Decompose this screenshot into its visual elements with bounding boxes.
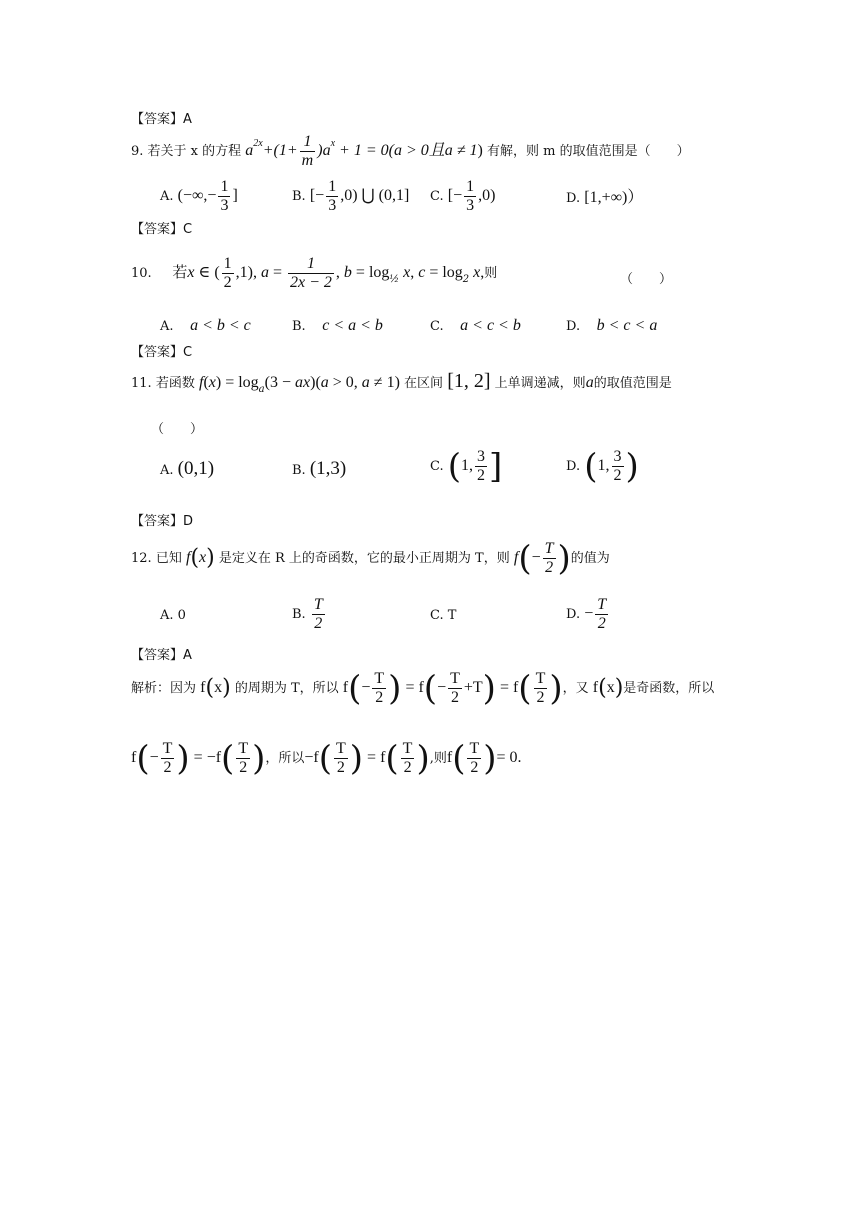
q9-option-a: A. (−∞,− $\frac{1}{3}$ ] [160, 178, 238, 214]
question-12: 12. 已知 f(x) 是定义在 R 上的奇函数，它的最小正周期为 T，则 f(− $\frac{T}{2}$ )的值为 [131, 538, 610, 579]
q10-number: 10. [131, 266, 152, 281]
q9-option-b: B. [− $\frac{1}{3}$ ,0) ⋃ (0,1] [292, 178, 410, 214]
answer-8: 【答案】A [131, 112, 192, 127]
q12-number: 12. [131, 551, 152, 566]
q12-option-d: D. − $\frac{T}{2}$ [566, 596, 607, 632]
question-10: 10. 若x ∈ ( $\frac{1}{2}$ ,1), a = $\frac{1}{2x - 2}$ , $b = \log_{\frac{1}{2}} x$, $c = \log_2 x$,则 [131, 255, 498, 291]
q11-option-c: C. (1, $\frac{3}{2}$ ] [430, 446, 503, 487]
q10-bracket: （ ） [620, 272, 673, 287]
q9-option-d: D. [1,+∞)） [566, 189, 644, 206]
q9-condition: a > 0且a ≠ 1 [393, 142, 478, 160]
solution-line-2: f(− $\frac{T}{2}$ ) = −f( $\frac{T}{2}$ )，所以−f( $\frac{T}{2}$ ) = f( $\frac{T}{2}$ ),则f( $\frac{T}{2}$ )= 0. [131, 738, 522, 779]
q9-equation: $a^{2x}+(1+$ $\frac{1}{m}$ )$a^x + 1 = 0$( [245, 133, 394, 169]
q11-bracket: （ ） [151, 422, 204, 437]
question-11: 11. 若函数 $f(x) = \log_a(3 - ax)(a > 0$, a ≠ 1) 在区间 [1, 2] 上单调递减，则a的取值范围是 [131, 370, 672, 395]
question-9: 9. 若关于 x 的方程 $a^{2x}+(1+$ $\frac{1}{m}$ )$a^x + 1 = 0(a > 0$且a ≠ 1) 有解，则 m 的取值范围是（ ） [131, 133, 690, 169]
q11-option-b: B. (1,3) [292, 458, 347, 479]
q12-option-a: A. 0 [160, 608, 186, 623]
q9-number: 9. [131, 144, 144, 160]
q12-option-c: C. T [430, 608, 457, 623]
q12-option-b: B. $\frac{T}{2}$ [292, 596, 323, 632]
solution-line-1: 解析：因为 f(x) 的周期为 T，所以 f(− $\frac{T}{2}$ ) = f(− $\frac{T}{2}$ +T) = f( $\frac{T}{2}$ )，又 f(x)是奇函数，所以 [131, 668, 715, 709]
q10-option-c: C. a < c < b [430, 317, 521, 334]
q9-option-c: C. [− $\frac{1}{3}$ ,0) [430, 178, 496, 214]
q10-option-d: D. b < c < a [566, 317, 658, 334]
q10-option-a: A. a < b < c [160, 317, 251, 334]
q9-prefix: 若关于 x 的方程 [147, 144, 242, 160]
answer-10: 【答案】C [131, 345, 193, 360]
answer-9: 【答案】C [131, 222, 193, 237]
q9-suffix: 有解，则 m 的取值范围是（ ） [487, 144, 690, 160]
answer-12: 【答案】A [131, 648, 192, 663]
answer-11: 【答案】D [131, 514, 194, 529]
q11-number: 11. [131, 376, 152, 391]
q11-option-d: D. (1, $\frac{3}{2}$ ) [566, 446, 639, 487]
q10-option-b: B. c < a < b [292, 317, 383, 334]
q11-option-a: A. (0,1) [160, 458, 215, 479]
